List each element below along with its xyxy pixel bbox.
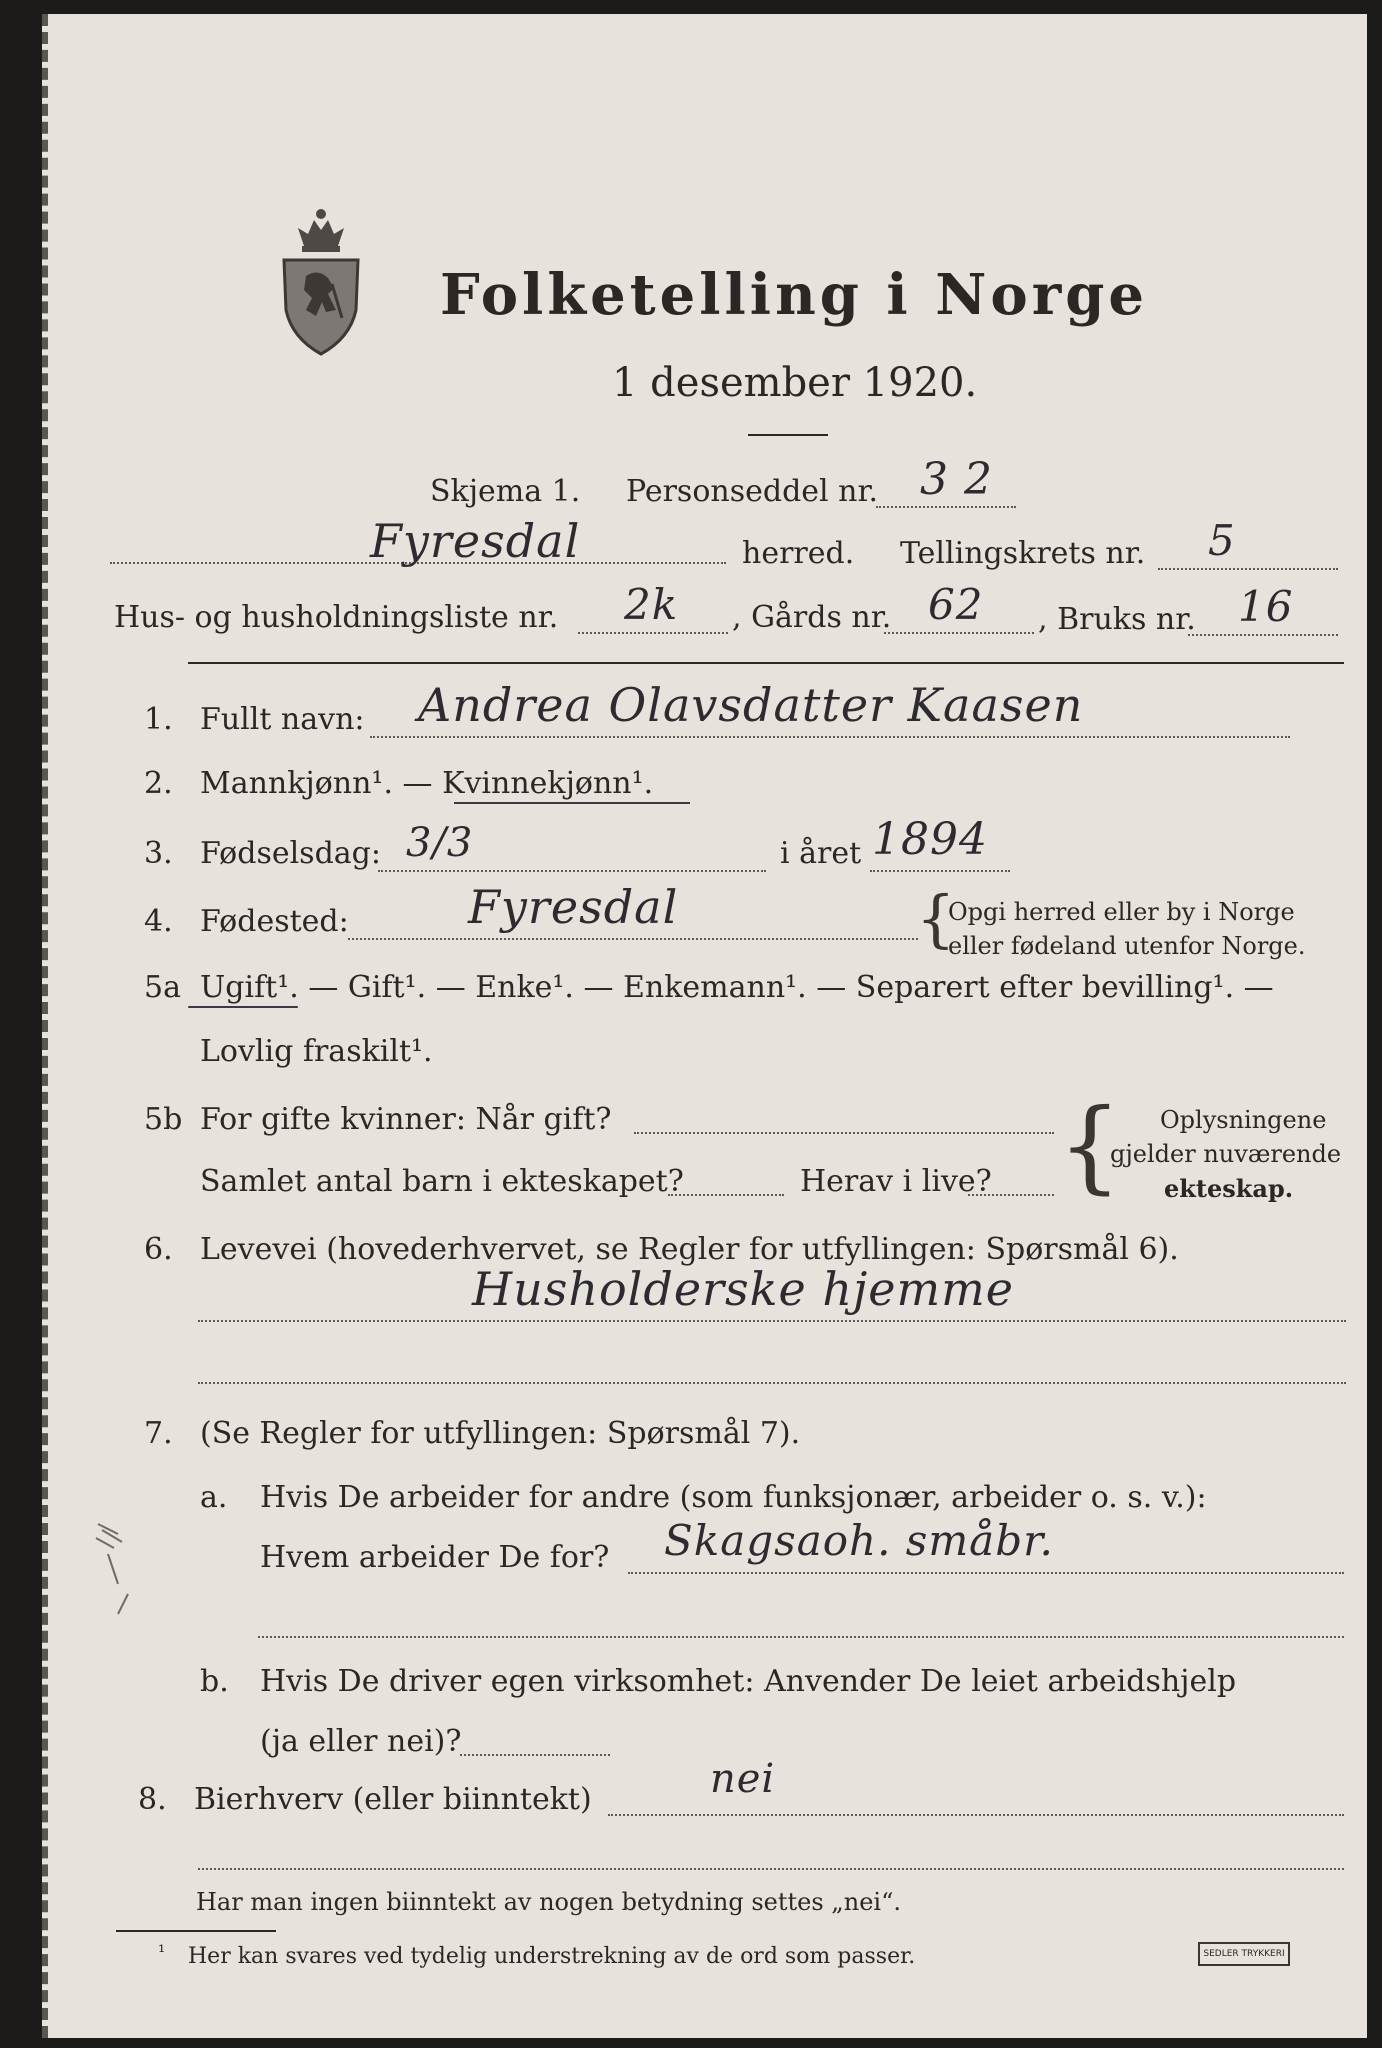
tellingskrets-line xyxy=(1158,568,1338,570)
hus-line xyxy=(578,632,728,634)
q6-line-1 xyxy=(198,1320,1346,1322)
footnote-text: Her kan svares ved tydelig understrekning av de ord som passer. xyxy=(188,1944,916,1969)
birthplace-value: Fyresdal xyxy=(468,880,679,934)
q5a-number: 5a xyxy=(144,970,181,1005)
q7a-line-1 xyxy=(628,1572,1344,1574)
bruks-line xyxy=(1188,634,1338,636)
personseddel-label: Personseddel nr. xyxy=(626,474,879,509)
q7b-text: Hvis De driver egen virksomhet: Anvender De leiet arbeidshjelp xyxy=(260,1664,1237,1699)
q5b-line-3 xyxy=(968,1194,1054,1196)
personseddel-line xyxy=(876,506,1016,508)
q8-number: 8. xyxy=(138,1782,167,1817)
gards-value: 62 xyxy=(928,580,984,629)
q5b-line-2 xyxy=(668,1194,784,1196)
form-title: Folketelling i Norge xyxy=(440,262,1149,328)
full-name-value: Andrea Olavsdatter Kaasen xyxy=(418,678,1084,732)
q5b-note-2: gjelder nuværende xyxy=(1110,1140,1342,1168)
footnote-rule xyxy=(116,1930,276,1932)
side-income-value: nei xyxy=(710,1756,776,1802)
norway-coat-of-arms-icon xyxy=(276,198,366,358)
census-date: 1 desember 1920. xyxy=(612,360,978,406)
q1-number: 1. xyxy=(144,702,173,737)
q1-label: Fullt navn: xyxy=(200,702,365,737)
birth-year-value: 1894 xyxy=(872,814,988,865)
q5b-line-1 xyxy=(634,1132,1054,1134)
birthday-value: 3/3 xyxy=(406,820,474,866)
q8-line-2 xyxy=(198,1868,1344,1870)
q2-number: 2. xyxy=(144,766,173,801)
q7a-number: a. xyxy=(200,1480,228,1515)
q4-brace: { xyxy=(916,882,956,955)
q7b-number: b. xyxy=(200,1664,229,1699)
gards-label: , Gårds nr. xyxy=(732,600,892,635)
q6-number: 6. xyxy=(144,1232,173,1267)
q8-label: Bierhverv (eller biinntekt) xyxy=(194,1782,592,1817)
q5b-brace: { xyxy=(1058,1087,1122,1204)
q3-line xyxy=(378,870,766,872)
q7-number: 7. xyxy=(144,1416,173,1451)
year-label: i året xyxy=(780,836,862,871)
q5b-label: For gifte kvinner: Når gift? xyxy=(200,1102,612,1137)
q4-note-1: Opgi herred eller by i Norge xyxy=(948,898,1295,926)
herred-value: Fyresdal xyxy=(370,514,581,568)
kvinnekjonn-underline xyxy=(454,802,690,804)
q4-note-2: eller fødeland utenfor Norge. xyxy=(948,932,1306,960)
bruks-label: , Bruks nr. xyxy=(1038,602,1196,637)
ugift-underline xyxy=(188,1006,298,1008)
skjema-label: Skjema 1. xyxy=(430,474,581,509)
q5b-note-1: Oplysningene xyxy=(1160,1106,1327,1134)
hus-value: 2k xyxy=(624,580,679,629)
nei-note: Har man ingen biinntekt av nogen betydning settes „nei“. xyxy=(196,1888,901,1916)
q5b-label-3: Herav i live? xyxy=(800,1164,992,1199)
q1-line xyxy=(370,736,1290,738)
employer-value: Skagsaoh. småbr. xyxy=(664,1516,1054,1565)
q4-label: Fødested: xyxy=(200,904,349,939)
margin-mark-icon xyxy=(88,1514,148,1624)
q7a-text: Hvis De arbeider for andre (som funksjonær, arbeider o. s. v.): xyxy=(260,1480,1207,1515)
q7b-line xyxy=(460,1754,610,1756)
q7b-text-2: (ja eller nei)? xyxy=(260,1724,462,1759)
q2-options: Mannkjønn¹. — Kvinnekjønn¹. xyxy=(200,766,654,801)
title-divider xyxy=(748,434,828,436)
q5b-label-2: Samlet antal barn i ekteskapet? xyxy=(200,1164,684,1199)
herred-label: herred. xyxy=(742,536,855,571)
census-form-sheet xyxy=(42,14,1367,2038)
personseddel-value: 3 2 xyxy=(920,454,993,505)
q4-line xyxy=(348,938,918,940)
tellingskrets-label: Tellingskrets nr. xyxy=(900,536,1146,571)
occupation-value: Husholderske hjemme xyxy=(472,1262,1014,1316)
bruks-value: 16 xyxy=(1238,582,1294,631)
year-line xyxy=(870,870,1010,872)
q5b-number: 5b xyxy=(144,1102,183,1137)
q6-line-2 xyxy=(198,1382,1346,1384)
q3-label: Fødselsdag: xyxy=(200,836,381,871)
q4-number: 4. xyxy=(144,904,173,939)
q3-number: 3. xyxy=(144,836,173,871)
header-rule xyxy=(188,662,1344,664)
printer-stamp: SEDLER TRYKKERI xyxy=(1198,1942,1290,1966)
footnote-mark: ¹ xyxy=(158,1942,166,1963)
q6-label: Levevei (hovederhvervet, se Regler for utfyllingen: Spørsmål 6). xyxy=(200,1232,1179,1267)
hus-label: Hus- og husholdningsliste nr. xyxy=(114,600,559,635)
tellingskrets-value: 5 xyxy=(1208,516,1236,565)
q5a-options: Ugift¹. — Gift¹. — Enke¹. — Enkemann¹. — Separert efter bevilling¹. — xyxy=(200,970,1274,1005)
gards-line xyxy=(884,632,1034,634)
q7-label: (Se Regler for utfyllingen: Spørsmål 7). xyxy=(200,1416,801,1451)
q7a-line-2 xyxy=(258,1636,1344,1638)
q8-line-1 xyxy=(608,1814,1344,1816)
q5b-note-3: ekteskap. xyxy=(1164,1174,1294,1203)
q7a-text-2: Hvem arbeider De for? xyxy=(260,1540,610,1575)
q5a-options-2: Lovlig fraskilt¹. xyxy=(200,1034,433,1069)
